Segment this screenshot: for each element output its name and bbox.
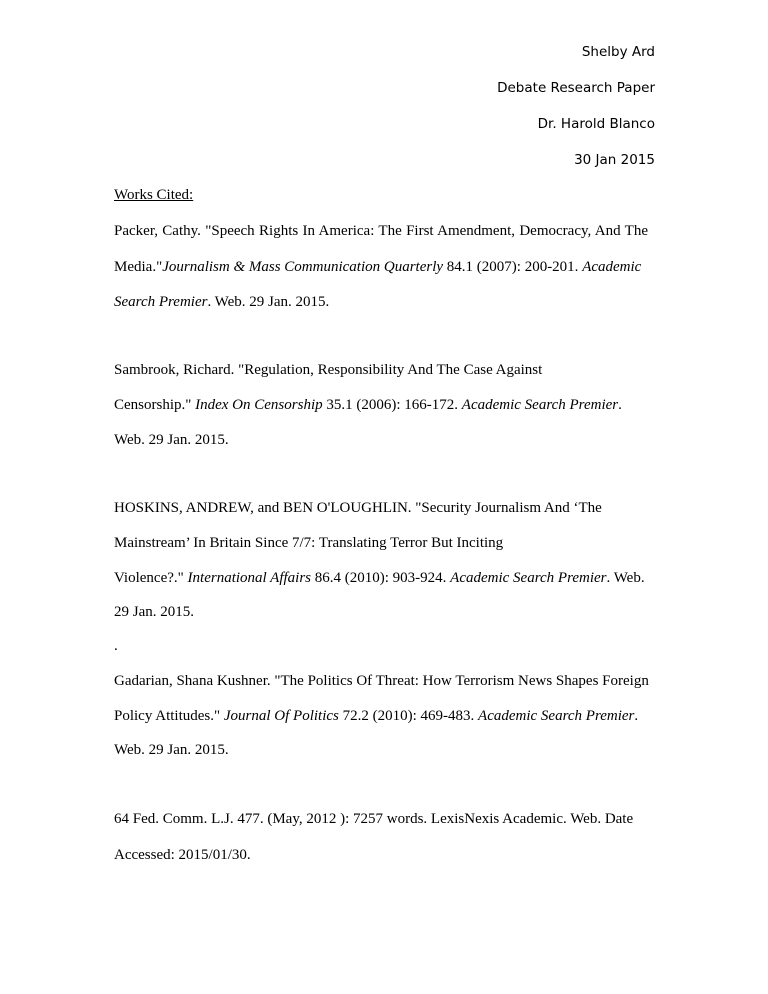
citation-3-line-5: . bbox=[114, 638, 118, 654]
citation-3-line-3: Violence?." International Affairs 86.4 (2010): 903-924. Academic Search Premier. Web. bbox=[114, 570, 645, 586]
citation-1-line-2: Media."Journalism & Mass Communication Quarterly 84.1 (2007): 200-201. Academic bbox=[114, 259, 642, 275]
citation-1-line-1: Packer, Cathy. "Speech Rights In America: The First Amendment, Democracy, And The bbox=[114, 223, 648, 239]
citation-1-line-3: Search Premier. Web. 29 Jan. 2015. bbox=[114, 294, 330, 310]
citation-4-line-3: Web. 29 Jan. 2015. bbox=[114, 742, 229, 758]
paper-date: 30 Jan 2015 bbox=[574, 152, 655, 168]
citation-4-line-2: Policy Attitudes." Journal Of Politics 72.2 (2010): 469-483. Academic Search Premier. bbox=[114, 708, 639, 724]
citation-5-line-1: 64 Fed. Comm. L.J. 477. (May, 2012 ): 7257 words. LexisNexis Academic. Web. Date bbox=[114, 811, 634, 827]
author-name: Shelby Ard bbox=[581, 44, 655, 60]
citation-3-line-4: 29 Jan. 2015. bbox=[114, 604, 194, 620]
citation-2-line-1: Sambrook, Richard. "Regulation, Responsibility And The Case Against bbox=[114, 362, 543, 378]
citation-4-line-1: Gadarian, Shana Kushner. "The Politics Of Threat: How Terrorism News Shapes Foreign bbox=[114, 673, 649, 689]
paper-title: Debate Research Paper bbox=[497, 80, 655, 96]
citation-2-line-3: Web. 29 Jan. 2015. bbox=[114, 432, 229, 448]
citation-3-line-1: HOSKINS, ANDREW, and BEN O'LOUGHLIN. "Security Journalism And ‘The bbox=[114, 500, 602, 516]
works-cited-heading: Works Cited: bbox=[114, 187, 194, 203]
citation-5-line-2: Accessed: 2015/01/30. bbox=[114, 847, 251, 863]
citation-3-line-2: Mainstream’ In Britain Since 7/7: Translating Terror But Inciting bbox=[114, 535, 504, 551]
citation-2-line-2: Censorship." Index On Censorship 35.1 (2006): 166-172. Academic Search Premier. bbox=[114, 397, 622, 413]
instructor-name: Dr. Harold Blanco bbox=[537, 116, 655, 132]
